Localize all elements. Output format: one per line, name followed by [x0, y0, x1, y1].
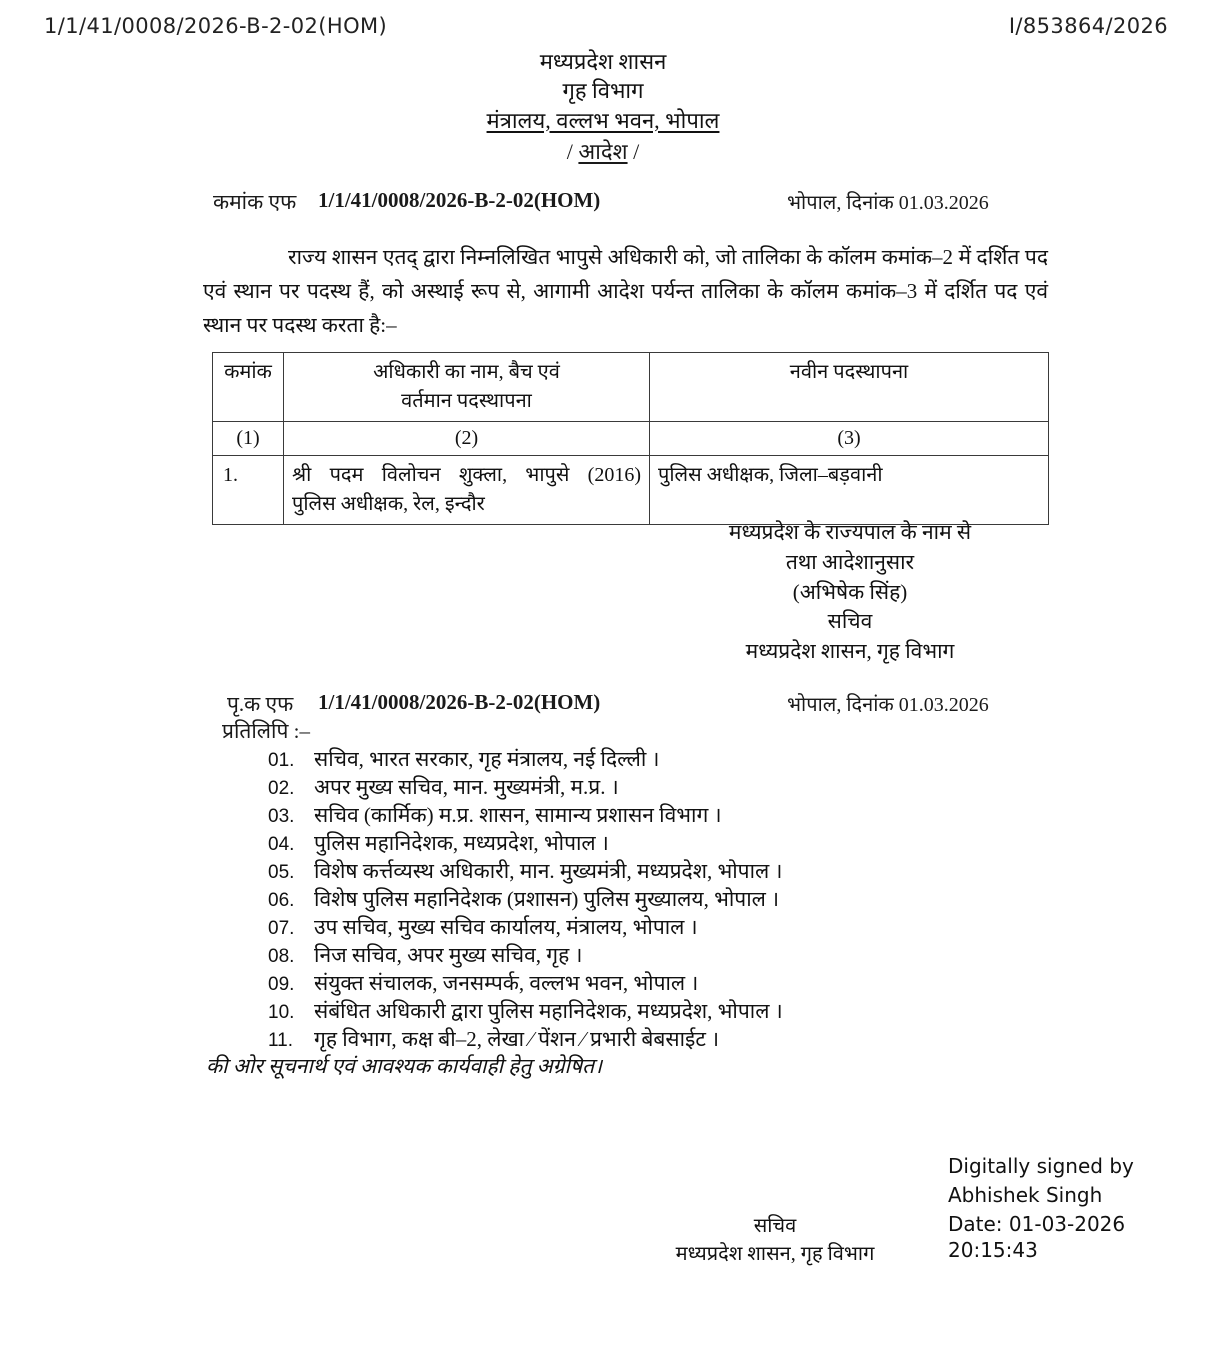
bottom-signature-designation: सचिव	[753, 1215, 797, 1237]
list-item-text: विशेष कर्त्तव्यस्थ अधिकारी, मान. मुख्यमंत्री, मध्यप्रदेश, भोपाल ।	[314, 859, 783, 883]
column-number-3: (3)	[650, 422, 1049, 456]
list-item	[222, 857, 1122, 885]
list-item-text: निज सचिव, अपर मुख्य सचिव, गृह ।	[314, 943, 583, 967]
authority-line-governor: मध्यप्रदेश के राज्यपाल के नाम से	[728, 520, 972, 544]
order-place-date: भोपाल, दिनांक 01.03.2026	[787, 192, 989, 214]
list-item-text: सचिव, भारत सरकार, गृह मंत्रालय, नई दिल्ली ।	[314, 747, 660, 771]
list-item-number: 02.	[268, 778, 295, 799]
list-item-number: 06.	[268, 890, 295, 911]
table-column-number-row	[213, 422, 1049, 456]
endorsement-value: 1/1/41/0008/2026-B-2-02(HOM)	[318, 690, 601, 714]
masthead-address: मंत्रालय, वल्लभ भवन, भोपाल	[486, 107, 720, 133]
list-item-number: 04.	[268, 834, 295, 855]
list-item	[222, 801, 1122, 829]
authority-block	[600, 518, 1100, 667]
list-item-text: संबंधित अधिकारी द्वारा पुलिस महानिदेशक, मध्यप्रदेश, भोपाल ।	[314, 999, 783, 1023]
header-officer-name-line1: अधिकारी का नाम, बैच एवं	[373, 361, 560, 383]
list-item-text: संयुक्त संचालक, जनसम्पर्क, वल्लभ भवन, भोपाल ।	[314, 971, 699, 995]
endorsement-place-date: भोपाल, दिनांक 01.03.2026	[787, 694, 989, 716]
copy-list	[222, 745, 1122, 1053]
masthead-government: मध्यप्रदेश शासन	[539, 49, 667, 74]
list-item	[222, 941, 1122, 969]
copy-list-heading: प्रतिलिपि :–	[222, 719, 310, 743]
authority-department: मध्यप्रदेश शासन, गृह विभाग	[745, 639, 955, 664]
list-item-number: 01.	[268, 750, 295, 771]
header-new-posting: नवीन पदस्थापना	[650, 353, 1049, 422]
list-item-number: 11.	[268, 1030, 294, 1051]
bottom-signature-department: मध्यप्रदेश शासन, गृह विभाग	[675, 1243, 875, 1266]
list-item	[222, 997, 1122, 1025]
list-item	[222, 773, 1122, 801]
order-number-value: 1/1/41/0008/2026-B-2-02(HOM)	[318, 188, 601, 212]
table-row	[213, 456, 1049, 525]
masthead	[0, 47, 1206, 166]
list-item-number: 07.	[268, 918, 295, 939]
digital-signature-signer: Abhishek Singh	[948, 1183, 1103, 1207]
table-header-row	[213, 353, 1049, 422]
digital-signature-stamp	[948, 1152, 1198, 1239]
list-item-number: 09.	[268, 974, 295, 995]
order-number-label: कमांक एफ	[213, 190, 297, 214]
digital-signature-line1: Digitally signed by	[948, 1154, 1134, 1178]
list-item-number: 03.	[268, 806, 295, 827]
order-word: आदेश	[578, 138, 628, 164]
header-officer-name	[284, 353, 650, 422]
list-item	[222, 913, 1122, 941]
header-officer-name-line2: वर्तमान पदस्थापना	[401, 390, 532, 412]
list-item-number: 05.	[268, 862, 295, 883]
reference-row	[0, 14, 1206, 48]
row-serial: 1.	[213, 456, 284, 525]
list-item-text: गृह विभाग, कक्ष बी–2, लेखा ⁄ पेंशन ⁄ प्रभारी बेबसाईट ।	[314, 1027, 720, 1051]
list-item-text: सचिव (कार्मिक) म.प्र. शासन, सामान्य प्रशासन विभाग ।	[314, 803, 722, 827]
row-officer-name-line1: श्री पदम विलोचन शुक्ला, भापुसे (2016)	[292, 464, 641, 486]
reference-number-right: I/853864/2026	[1008, 14, 1168, 38]
row-officer-name	[284, 456, 650, 525]
digital-signature-time: 20:15:43	[948, 1238, 1038, 1262]
list-item	[222, 745, 1122, 773]
authority-line-byorder: तथा आदेशानुसार	[785, 549, 915, 574]
list-item-number: 08.	[268, 946, 295, 967]
masthead-department: गृह विभाग	[562, 78, 644, 104]
authority-signatory-name: (अभिषेक सिंह)	[792, 579, 908, 604]
list-item	[222, 969, 1122, 997]
posting-table	[212, 352, 1049, 525]
authority-designation: सचिव	[827, 609, 873, 634]
list-item-text: पुलिस महानिदेशक, मध्यप्रदेश, भोपाल ।	[314, 831, 609, 855]
order-body-paragraph: राज्य शासन एतद् द्वारा निम्नलिखित भापुसे अधिकारी को, जो तालिका के कॉलम कमांक–2 में दर्शित पद एवं स्थान पर पदस्थ हैं, को अस्थाई रूप से, आगामी आदेश पर्यन्त तालिका के कॉलम कमांक–3 में दर्शित पद एवं स्थान पर पदस्थ करता है:–	[203, 245, 1048, 338]
endorsement-row	[0, 690, 1206, 720]
list-item	[222, 885, 1122, 913]
list-item-text: विशेष पुलिस महानिदेशक (प्रशासन) पुलिस मुख्यालय, भोपाल ।	[314, 887, 780, 911]
list-item-text: अपर मुख्य सचिव, मान. मुख्यमंत्री, म.प्र. ।	[314, 775, 619, 799]
endorsement-label: पृ.क एफ	[227, 692, 294, 716]
bottom-signature-block	[560, 1212, 990, 1269]
header-serial: कमांक	[213, 353, 284, 422]
row-new-posting: पुलिस अधीक्षक, जिला–बड़वानी	[650, 456, 1049, 525]
reference-number-left: 1/1/41/0008/2026-B-2-02(HOM)	[44, 14, 388, 38]
list-item	[222, 829, 1122, 857]
row-officer-name-line2: पुलिस अधीक्षक, रेल, इन्दौर	[292, 493, 485, 515]
column-number-2: (2)	[284, 422, 650, 456]
masthead-order-label: / आदेश /	[566, 138, 640, 164]
forwarding-note: की ओर सूचनार्थ एवं आवश्यक कार्यवाही हेतु अग्रेषित।	[206, 1054, 603, 1078]
digital-signature-date: Date: 01-03-2026	[948, 1212, 1126, 1236]
list-item-text: उप सचिव, मुख्य सचिव कार्यालय, मंत्रालय, भोपाल ।	[314, 915, 698, 939]
list-item-number: 10.	[268, 1002, 295, 1023]
list-item	[222, 1025, 1122, 1053]
column-number-1: (1)	[213, 422, 284, 456]
order-number-row	[0, 188, 1206, 218]
